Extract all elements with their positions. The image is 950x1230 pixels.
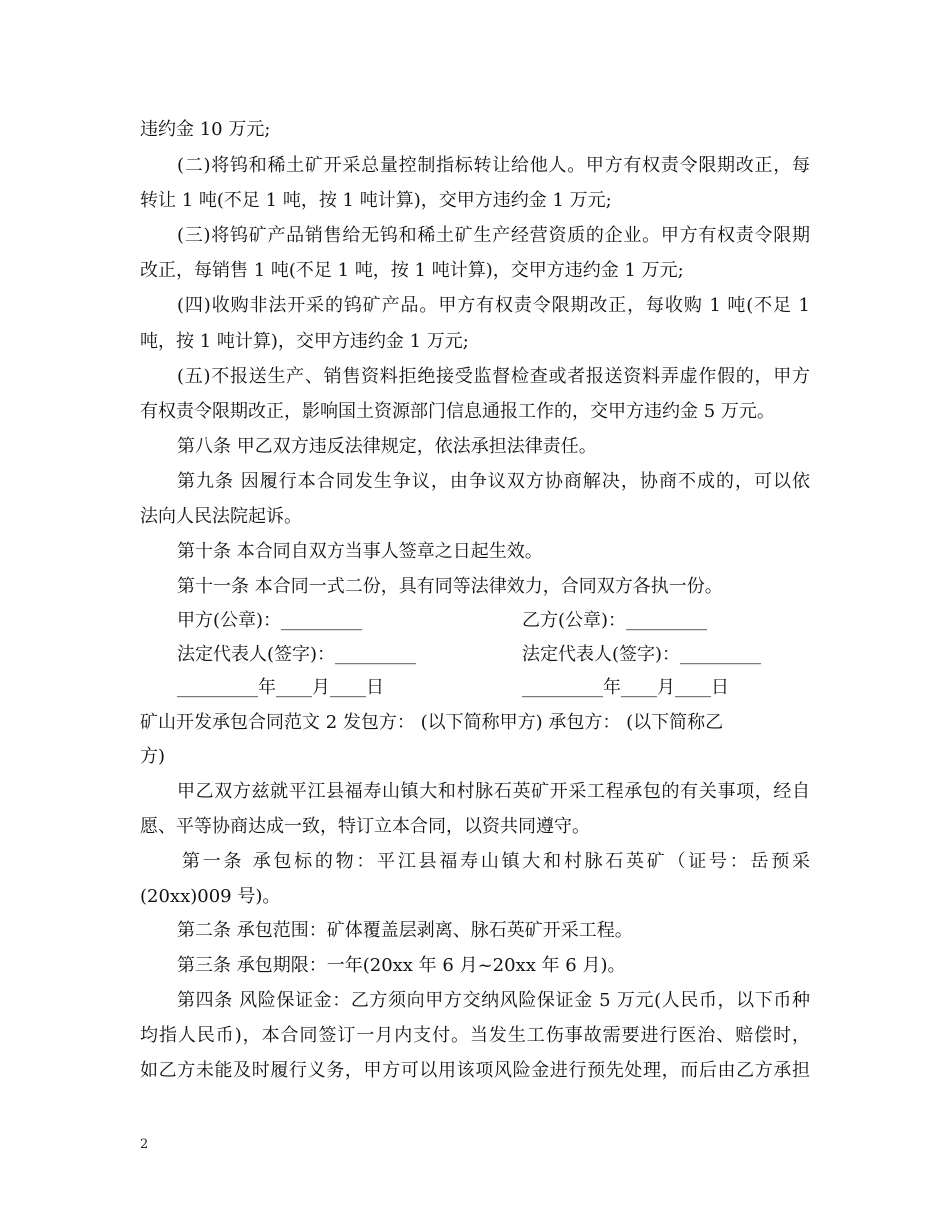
article-11-line: 第十一条 本合同一式二份，具有同等法律效力，合同双方各执一份。 [177,576,723,597]
paragraph-line: 吨，按 1 吨计算)，交甲方违约金 1 万元; [140,331,469,352]
article-10-line: 第十条 本合同自双方当事人签章之日起生效。 [177,541,543,562]
party-a-seal-line: 甲方(公章)：_________ [177,610,363,631]
paragraph-line: 违约金 10 万元; [140,119,271,140]
paragraph-line: 愿、平等协商达成一致，特订立本合同，以资共同遵守。 [140,816,590,837]
party-b-representative-line: 法定代表人(签字)：_________ [522,644,762,665]
paragraph-line: 甲乙双方兹就平江县福寿山镇大和村脉石英矿开采工程承包的有关事项，经自 [177,781,810,802]
paragraph-line: (三)将钨矿产品销售给无钨和稀土矿生产经营资质的企业。甲方有权责令限期 [177,225,810,246]
article-3-line: 第三条 承包期限：一年(20xx 年 6 月~20xx 年 6 月)。 [177,955,626,976]
paragraph-line: (20xx)009 号)。 [140,886,281,907]
paragraph-line: 均指人民币)，本合同签订一月内支付。当发生工伤事故需要进行医治、赔偿时， [140,1025,810,1046]
paragraph-line: 转让 1 吨(不足 1 吨，按 1 吨计算)，交甲方违约金 1 万元; [140,190,612,211]
article-8-line: 第八条 甲乙双方违反法律规定，依法承担法律责任。 [177,436,597,457]
article-4-line: 第四条 风险保证金：乙方须向甲方交纳风险保证金 5 万元(人民币，以下币种 [177,990,810,1011]
paragraph-line: 有权责令限期改正，影响国土资源部门信息通报工作的，交甲方违约金 5 万元。 [140,401,775,422]
party-a-date-line: _________年____月____日 [177,677,384,698]
contract-2-heading-line: 矿山开发承包合同范文 2 发包方： (以下简称甲方) 承包方： (以下简称乙 [140,712,724,733]
party-b-seal-line: 乙方(公章)：_________ [522,610,708,631]
paragraph-line: (四)收购非法开采的钨矿产品。甲方有权责令限期改正，每收购 1 吨(不足 1 [177,295,810,316]
party-b-date-line: _________年____月____日 [522,677,729,698]
paragraph-line: (五)不报送生产、销售资料拒绝接受监督检查或者报送资料弄虚作假的，甲方 [177,366,810,387]
page-number: 2 [140,1137,149,1152]
paragraph-line: 如乙方未能及时履行义务，甲方可以用该项风险金进行预先处理，而后由乙方承担 [140,1060,810,1081]
article-2-line: 第二条 承包范围：矿体覆盖层剥离、脉石英矿开采工程。 [177,920,633,941]
party-a-representative-line: 法定代表人(签字)：_________ [177,644,417,665]
paragraph-line: 法向人民法院起诉。 [140,506,302,527]
paragraph-line: 改正，每销售 1 吨(不足 1 吨，按 1 吨计算)，交甲方违约金 1 万元; [140,260,684,281]
article-1-line: 第一条 承包标的物：平江县福寿山镇大和村脉石英矿（证号：岳预采 [182,851,810,872]
paragraph-line: 方) [140,746,166,767]
article-9-line: 第九条 因履行本合同发生争议，由争议双方协商解决，协商不成的，可以依 [177,471,810,492]
paragraph-line: (二)将钨和稀土矿开采总量控制指标转让给他人。甲方有权责令限期改正，每 [177,155,810,176]
